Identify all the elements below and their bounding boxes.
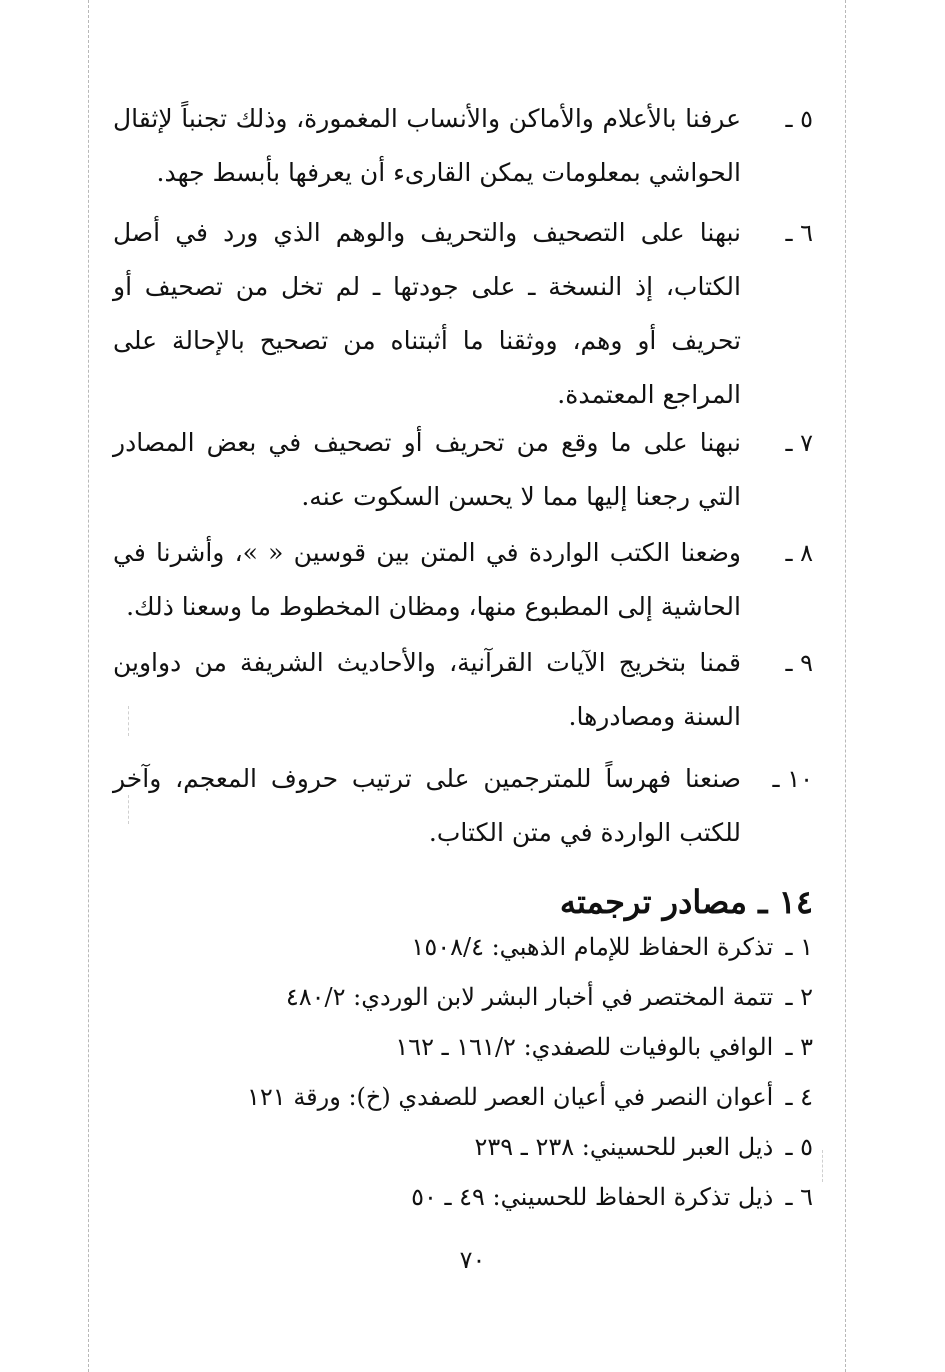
item-text: نبهنا على التصحيف والتحريف والوهم الذي ورد في أصل الكتاب، إذ النسخة ـ على جودتها ـ لم تخل من تصحيف أو تحريف أو وهم، ووثقنا ما أثبتناه من تصحيح بالإحالة على المراجع المعتمدة. [113, 218, 741, 409]
source-number: ٢ ـ [785, 983, 813, 1011]
source-text: ذيل تذكرة الحفاظ للحسيني: ٤٩ ـ ٥٠ [411, 1183, 774, 1211]
item-number: ٨ ـ [785, 539, 813, 567]
list-item-10 [113, 752, 813, 860]
list-item-7 [113, 416, 813, 524]
source-text: أعوان النصر في أعيان العصر للصفدي (خ): ورقة ١٢١ [247, 1083, 774, 1111]
source-text: الوافي بالوفيات للصفدي: ١٦١/٢ ـ ١٦٢ [395, 1033, 774, 1061]
item-number: ٥ ـ [785, 105, 813, 133]
list-item-8 [113, 526, 813, 634]
source-number: ١ ـ [785, 933, 813, 961]
item-text: وضعنا الكتب الواردة في المتن بين قوسين « »، وأشرنا في الحاشية إلى المطبوع منها، ومظان المخطوط ما وسعنا ذلك. [113, 538, 741, 621]
source-number: ٣ ـ [785, 1033, 813, 1061]
source-text: ذيل العبر للحسيني: ٢٣٨ ـ ٢٣٩ [474, 1133, 774, 1161]
source-item [133, 1122, 813, 1172]
source-number: ٦ ـ [785, 1183, 813, 1211]
source-item [133, 1172, 813, 1222]
page-number: ٧٠ [459, 1246, 486, 1274]
item-text: عرفنا بالأعلام والأماكن والأنساب المغمورة، وذلك تجنباً لإثقال الحواشي بمعلومات يمكن القارىء أن يعرفها بأبسط جهد. [113, 104, 741, 187]
source-number: ٤ ـ [785, 1083, 813, 1111]
source-text: تتمة المختصر في أخبار البشر لابن الوردي: ٤٨٠/٢ [285, 983, 774, 1011]
item-number: ٧ ـ [785, 429, 813, 457]
list-item-9 [113, 636, 813, 744]
source-item [133, 922, 813, 972]
source-number: ٥ ـ [785, 1133, 813, 1161]
item-number: ٦ ـ [785, 219, 813, 247]
item-number: ٩ ـ [785, 649, 813, 677]
list-item-5 [113, 92, 813, 200]
inner-guide-mark [822, 1150, 823, 1182]
source-text: تذكرة الحفاظ للإمام الذهبي: ١٥٠٨/٤ [411, 933, 774, 961]
source-item [133, 1022, 813, 1072]
source-item [133, 1072, 813, 1122]
item-text: نبهنا على ما وقع من تحريف أو تصحيف في بعض المصادر التي رجعنا إليها مما لا يحسن السكوت عنه. [113, 428, 741, 511]
item-text: قمنا بتخريج الآيات القرآنية، والأحاديث الشريفة من دواوين السنة ومصادرها. [113, 648, 741, 731]
list-item-6 [113, 206, 813, 422]
source-item [133, 972, 813, 1022]
left-margin-guide [88, 0, 89, 1372]
item-text: صنعنا فهرساً للمترجمين على ترتيب حروف المعجم، وآخر للكتب الواردة في متن الكتاب. [113, 764, 741, 847]
item-number: ١٠ ـ [772, 765, 813, 793]
section-heading: ١٤ ـ مصادر ترجمته [559, 883, 813, 921]
right-margin-guide [845, 0, 846, 1372]
